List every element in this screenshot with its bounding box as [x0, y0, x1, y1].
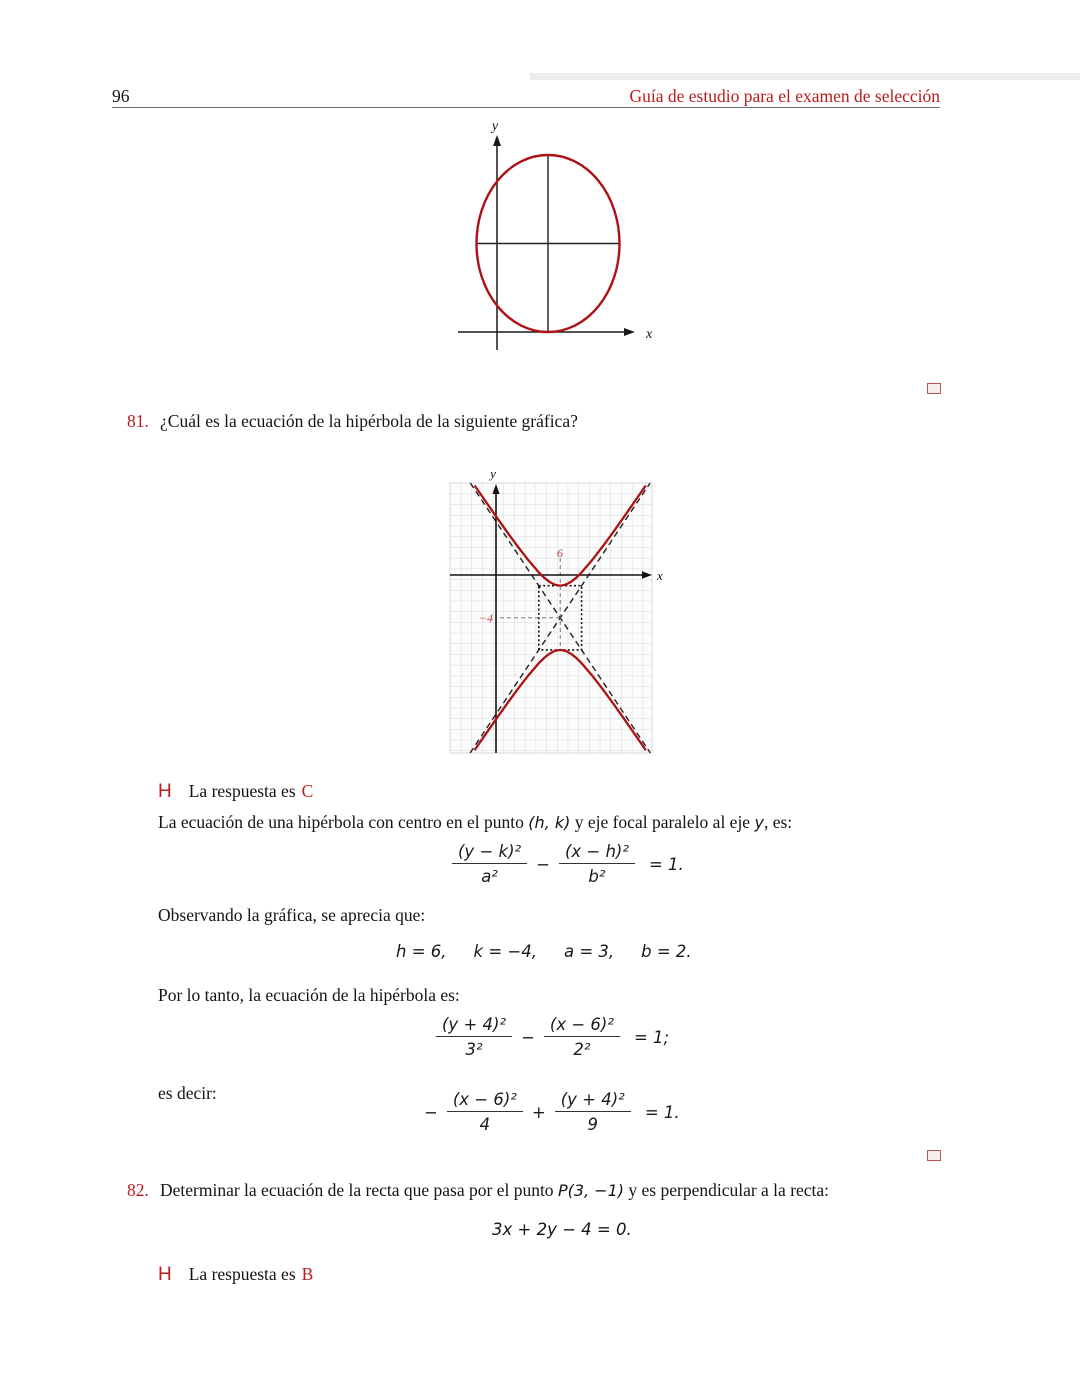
y-axis-arrow-icon	[493, 135, 501, 146]
answer-letter: B	[301, 1264, 314, 1284]
x-axis-label: x	[646, 327, 653, 342]
parameter-values	[396, 942, 692, 961]
line-equation: 3x + 2y − 4 = 0.	[492, 1220, 632, 1239]
denominator: a²	[452, 863, 527, 886]
solution-81-answer	[158, 780, 313, 805]
answer-prefix: La respuesta es	[188, 781, 296, 801]
numerator: (y + 4)²	[560, 1090, 625, 1109]
operator: −	[521, 1027, 535, 1047]
formula-general-hyperbola	[452, 842, 684, 886]
denominator: 3²	[436, 1036, 512, 1059]
solution-marker-icon: H	[158, 781, 172, 802]
value-k: k = −4,	[473, 942, 537, 961]
qed-marker	[927, 1150, 941, 1161]
qed-marker	[927, 383, 941, 394]
equals-rhs: = 1.	[644, 1102, 680, 1122]
value-h: h = 6,	[396, 942, 447, 961]
page-number: 96	[112, 86, 130, 106]
text-segment: y es perpendicular a la recta:	[624, 1180, 830, 1200]
math-inline: (h, k)	[528, 813, 571, 832]
question-81	[127, 410, 947, 433]
denominator: 2²	[544, 1036, 620, 1059]
solution-82-answer	[158, 1263, 313, 1288]
solution-paragraph-4: es decir:	[158, 1083, 217, 1103]
formula-specific-hyperbola	[436, 1015, 669, 1059]
fraction	[436, 1015, 512, 1059]
y-axis-label: y	[490, 466, 496, 481]
header-rule	[112, 107, 940, 108]
value-a: a = 3,	[563, 942, 615, 961]
fraction	[544, 1015, 620, 1059]
text-segment: La ecuación de una hipérbola con centro en el punto	[158, 812, 529, 832]
question-text	[160, 1179, 829, 1202]
text-segment: Determinar la ecuación de la recta que pasa por el punto	[160, 1180, 558, 1200]
y-axis-label: y	[491, 119, 499, 134]
answer-prefix: La respuesta es	[188, 1264, 296, 1284]
operator: −	[536, 854, 550, 874]
solution-paragraph-2: Observando la gráfica, se aprecia que:	[158, 905, 426, 925]
numerator: (y − k)²	[458, 842, 522, 861]
numerator: (y + 4)²	[442, 1015, 507, 1034]
math-inline: y	[754, 813, 764, 832]
answer-letter: C	[301, 781, 314, 801]
value-b: b = 2.	[641, 942, 692, 961]
question-number: 81.	[127, 411, 149, 431]
ellipse-figure	[420, 110, 700, 370]
answer-text	[189, 780, 314, 803]
fraction	[447, 1090, 523, 1134]
math-inline: P(3, −1)	[557, 1181, 625, 1200]
denominator: b²	[559, 863, 635, 886]
text-segment: , es:	[763, 812, 793, 832]
header-title: Guía de estudio para el examen de selección	[629, 86, 940, 106]
question-text: ¿Cuál es la ecuación de la hipérbola de la siguiente gráfica?	[160, 411, 578, 431]
solution-marker-icon: H	[158, 1264, 172, 1285]
numerator: (x − 6)²	[452, 1090, 517, 1109]
fraction	[452, 842, 527, 886]
equals-rhs: = 1.	[648, 854, 684, 874]
x-axis-label: x	[657, 568, 663, 583]
question-82	[127, 1179, 967, 1202]
fraction	[555, 1090, 631, 1134]
fraction	[559, 842, 635, 886]
denominator: 9	[555, 1111, 631, 1134]
numerator: (x − h)²	[564, 842, 629, 861]
question-number: 82.	[127, 1180, 149, 1200]
denominator: 4	[447, 1111, 523, 1134]
hyperbola-figure	[440, 460, 680, 770]
answer-text	[189, 1263, 314, 1286]
x-axis-arrow-icon	[624, 328, 635, 336]
scan-artifact-band	[530, 73, 1080, 80]
operator: +	[531, 1102, 546, 1122]
solution-paragraph-1	[158, 811, 898, 834]
formula-rewritten	[424, 1090, 680, 1134]
leading-minus: −	[424, 1102, 438, 1122]
solution-paragraph-3: Por lo tanto, la ecuación de la hipérbola es:	[158, 985, 460, 1005]
equals-rhs: = 1;	[633, 1027, 670, 1047]
numerator: (x − 6)²	[549, 1015, 614, 1034]
text-segment: y eje focal paralelo al eje	[570, 812, 755, 832]
center-y-value-label: −4	[478, 611, 493, 625]
center-x-value-label: 6	[557, 546, 563, 560]
